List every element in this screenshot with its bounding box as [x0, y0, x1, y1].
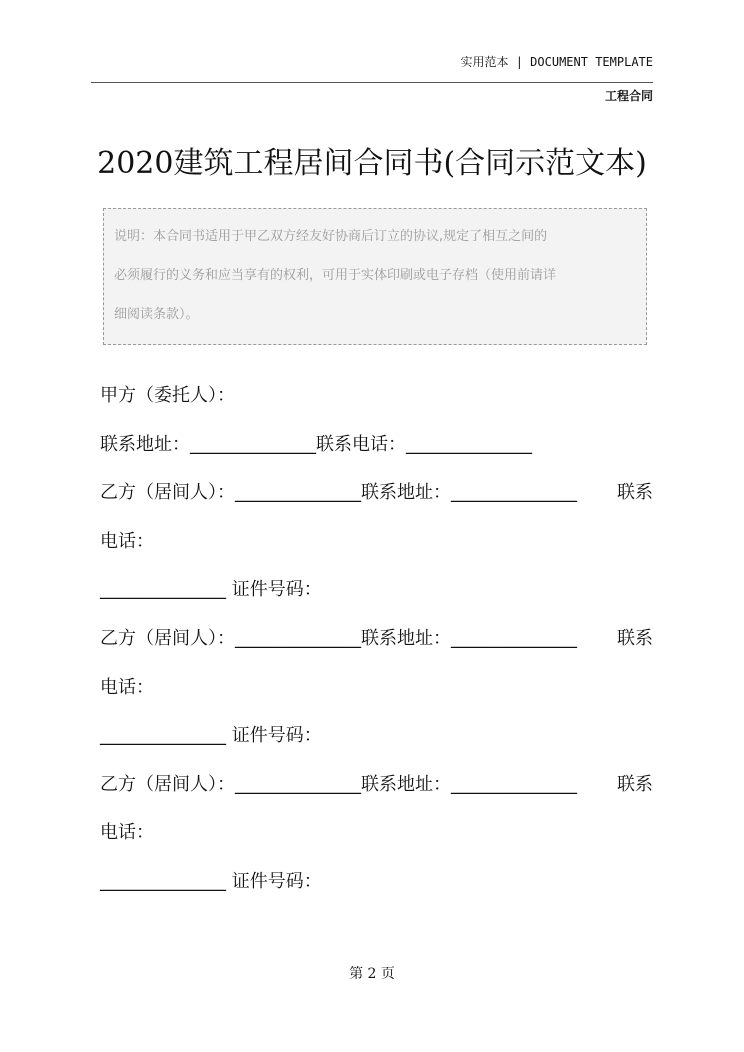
party-a-label: 甲方（委托人）：: [100, 385, 235, 406]
party-b-line-end: 联系: [617, 482, 653, 504]
description-box: [103, 208, 647, 345]
header-divider: [91, 82, 653, 83]
party-b-id-line: ______________ 证件号码：: [100, 725, 322, 747]
party-b-phone-label: 电话：: [100, 530, 154, 552]
party-b-line-end: 联系: [617, 773, 653, 795]
party-b-phone-label: 电话：: [100, 822, 154, 844]
party-b-phone-label: 电话：: [100, 676, 154, 698]
description-line: 细阅读条款）。: [114, 307, 199, 322]
description-line: 说明：本合同书适用于甲乙双方经友好协商后订立的协议,规定了相互之间的: [114, 229, 548, 244]
party-b-fields: 乙方（居间人）：______________联系地址：______________: [100, 773, 577, 795]
party-b-id-line: ______________ 证件号码：: [100, 579, 322, 601]
page-number: 第 2 页: [349, 966, 395, 982]
contract-body: [100, 372, 653, 907]
party-b-line: [100, 761, 653, 810]
party-b-line: [100, 469, 653, 518]
party-b-line: [100, 615, 653, 664]
party-b-line-end: 联系: [617, 627, 653, 649]
party-b-fields: 乙方（居间人）：______________联系地址：______________: [100, 627, 577, 649]
description-line: 必须履行的义务和应当享有的权利，可用于实体印刷或电子存档（使用前请详: [114, 268, 557, 283]
party-a-contact-line: 联系地址：______________联系电话：______________: [100, 433, 532, 455]
party-b-id-line: ______________ 证件号码：: [100, 870, 322, 892]
party-b-fields: 乙方（居间人）：______________联系地址：______________: [100, 482, 577, 504]
document-title: 2020建筑工程居间合同书(合同示范文本): [97, 146, 647, 181]
header-doc-type: 实用范本 | DOCUMENT TEMPLATE: [460, 55, 653, 69]
header-category: 工程合同: [604, 89, 653, 103]
